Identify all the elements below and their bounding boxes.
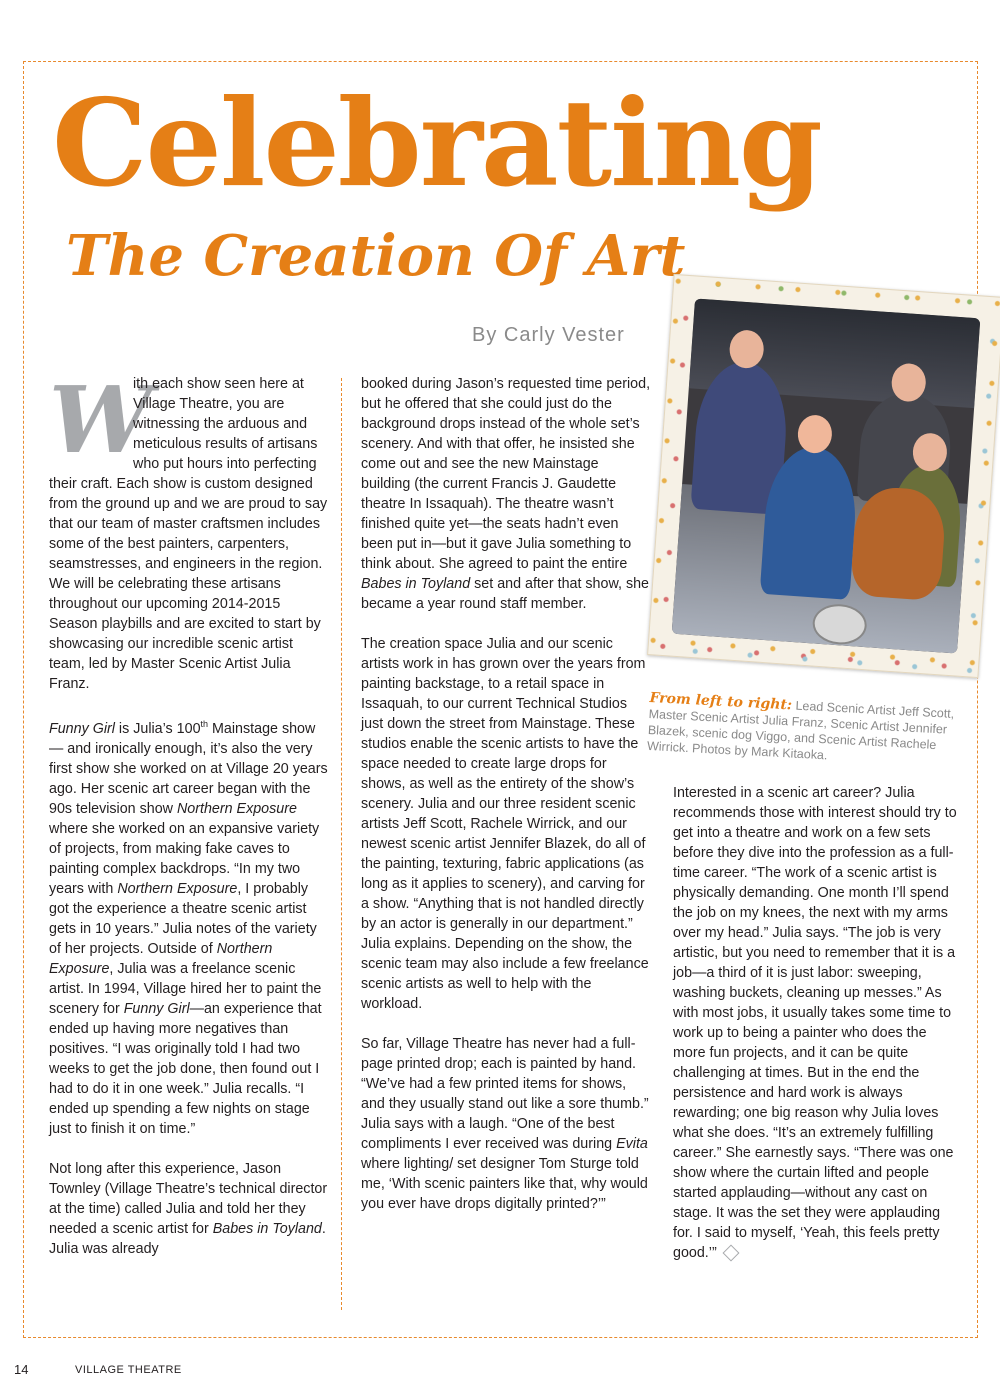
- paragraph: [49, 714, 329, 1139]
- show-title: Babes in Toyland: [361, 576, 471, 592]
- column-3: [673, 783, 963, 1283]
- end-mark-icon: [722, 1245, 739, 1262]
- text: booked during Jason’s requested time period, but he offered that she could just do the background drops instead of the whole set’s scenery. And with that offer, he insisted she come out and see the new Mainstage building (the current Francis J. Gaudette theatre In Issaquah). The theatre wasn’t finished quite yet—the seats hadn’t even been put in—but it gave Julia something to think about. She agreed to paint the entire: [361, 376, 651, 572]
- photo-frame: [647, 274, 1000, 678]
- paragraph: [49, 366, 329, 694]
- publication-name: VILLAGE THEATRE: [75, 1364, 182, 1376]
- text: is Julia’s 100: [114, 720, 201, 737]
- text: Not long after this experience, Jason Townley (Village Theatre’s technical director at the time) called Julia and told her they needed a scenic artist for: [49, 1160, 328, 1237]
- paragraph: [361, 1034, 651, 1214]
- text: , I probably got the experience a theatre scenic artist gets in 10 years.” Julia notes of the variety of her projects. Outside of: [49, 880, 317, 957]
- page-number: 14: [14, 1362, 29, 1377]
- show-title: Funny Girl: [123, 1000, 190, 1017]
- text: Mainstage show— and ironically enough, it’s also the very first show she worked on at Village 20 years ago. Her scenic art career began with the 90s television show: [49, 720, 328, 817]
- paragraph: [673, 783, 963, 1263]
- byline: By Carly Vester: [472, 324, 625, 346]
- column-divider: [341, 378, 342, 1310]
- caption-lead: From left to right:: [649, 690, 793, 714]
- paragraph: [49, 1159, 329, 1259]
- paragraph: The creation space Julia and our scenic artists work in has grown over the years from painting backstage, to a retail space in Issaquah, to our current Technical Studios just down the street from Mainstage. These studios enable the scenic artists to have the space needed to create large drops for shows, as well as the entirety of the show’s scenery. Julia and our three resident scenic artists Jeff Scott, Rachele Wirrick, and our newest scenic artist Jennifer Blazek, do all of the painting, texturing, fabric applications (as long as it applies to scenery), and carving for a show. “Anything that is not handled directly by an actor is generally in our department.” Julia explains. Depending on the show, the scenic team may also include a few freelance scenic artists as well to help with the workload.: [361, 636, 649, 1012]
- ordinal-suffix: th: [200, 719, 209, 729]
- article-subtitle: The Creation Of Art: [66, 223, 686, 289]
- column-1: [49, 366, 329, 1279]
- team-photo: [672, 298, 981, 653]
- text: . Julia was already: [49, 1220, 326, 1257]
- show-title: Babes in Toyland: [212, 1220, 322, 1237]
- text: Interested in a scenic art career? Julia recommends those with interest should try to get into a theatre and work on a few sets before they dive into the profession as a full-time career. “The work of a scenic artist is physically demanding. One month I’ll spend the job on my knees, the next with my arms over my head.” Julia says. “The job is very artistic, but you need to remember that it is a job—a third of it is just labor: sweeping, washing buckets, cleaning up messes.” As with most jobs, it usually takes some time to work up to being a painter who does the more fun projects, and it can be quite challenging at times. But in the end the persistence and hard work is always rewarding; one big reason why Julia loves what she does. “It’s an extremely fulfilling career.” She earnestly says. “There was one show where the curtain lifted and people started applauding—without any cast on stage. It was the set they were applauding for. I said to myself, ‘Yeah, this feels pretty good.’”: [673, 785, 957, 1261]
- column-2: [361, 374, 651, 1234]
- drop-cap: W: [49, 366, 153, 474]
- show-title: Northern Exposure: [176, 800, 297, 817]
- text: So far, Village Theatre has never had a full-page printed drop; each is painted by hand. “We’ve had a few printed items for shows, and they usually stand out like a sore thumb.” Julia says with a laugh. “One of the best compliments I ever received was during: [361, 1036, 649, 1152]
- paragraph: [361, 374, 651, 614]
- text: where lighting/ set designer Tom Sturge told me, ‘With scenic painters like that, why would you ever have drops digitally printed?’”: [361, 1156, 648, 1212]
- show-title: Evita: [616, 1136, 648, 1152]
- show-title: Northern Exposure: [49, 940, 273, 977]
- text: where she worked on an expansive variety of projects, from making fake caves to painting complex backdrops. “In my two years with: [49, 820, 320, 897]
- show-title: Northern Exposure: [117, 880, 238, 897]
- text: , Julia was a freelance scenic artist. In 1994, Village hired her to paint the scenery for: [49, 960, 322, 1017]
- text: set and after that show, she became a year round staff member.: [361, 576, 649, 612]
- show-title: Funny Girl: [49, 720, 115, 737]
- caption-text: Lead Scenic Artist Jeff Scott, Master Scenic Artist Julia Franz, Scenic Artist Jennifer Blazek, scenic dog Viggo, and Scenic Artist Rachele Wirrick. Photos by Mark Kitaoka.: [646, 698, 955, 763]
- text: —an experience that ended up having more negatives than positives. “I was originally told I had two weeks to get the job done, then found out I had to do it in one week.” Julia recalls. “I ended up spending a few nights on stage just to finish it on time.”: [49, 1000, 322, 1137]
- paragraph-text: ith each show seen here at Village Theatre, you are witnessing the arduous and meticulous results of artisans who put hours into perfecting their craft. Each show is custom designed from the ground up and we are proud to say that our team of master craftsmen includes some of the best painters, carpenters, seamstresses, and engineers in the region. We will be celebrating these artisans throughout our upcoming 2014-2015 Season playbills and are excited to start by showcasing our incredible scenic artist team, led by Master Scenic Artist Julia Franz.: [49, 376, 328, 692]
- article-title: Celebrating: [52, 73, 821, 214]
